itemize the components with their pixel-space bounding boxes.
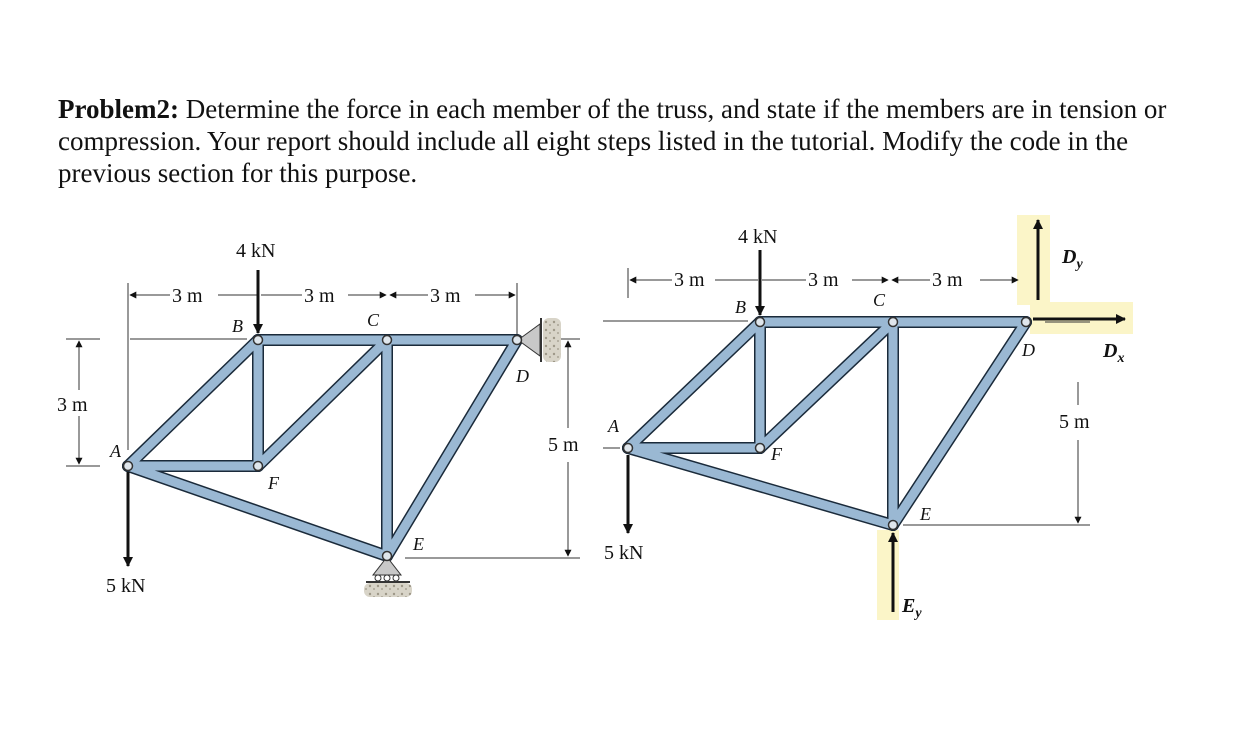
left-label-span-2: 3 m: [304, 285, 335, 307]
right-joint-label-F: F: [771, 444, 782, 464]
reaction-label-Dx: $D_x$: [1103, 340, 1125, 366]
right-joint-label-A: A: [608, 416, 619, 436]
left-dimensions: [66, 283, 580, 558]
highlight-Ey: [877, 530, 899, 620]
problem-text: Determine the force in each member of the truss, and state if the members are in tension or compression. Your report should include all eight steps listed in the tutorial. Modify the code in the previous section for this purpose.: [58, 94, 1167, 188]
right-label-height-right: 5 m: [1059, 411, 1090, 433]
left-joint-label-F: F: [268, 473, 279, 493]
left-truss: [57, 240, 580, 597]
problem-label: Problem2:: [58, 94, 179, 124]
left-joint-label-D: D: [516, 366, 529, 386]
left-joint-label-E: E: [413, 534, 424, 554]
right-joint-label-E: E: [920, 504, 931, 524]
right-joint-label-B: B: [735, 297, 746, 317]
right-label-load-A: 5 kN: [604, 542, 644, 564]
left-joint-pins: [124, 336, 522, 561]
left-label-load-B: 4 kN: [236, 240, 276, 262]
left-members: [128, 340, 517, 556]
left-roller-support-E: [364, 557, 412, 597]
right-members: [628, 322, 1026, 525]
left-label-span-3: 3 m: [430, 285, 461, 307]
highlight-Dy: [1017, 215, 1050, 305]
left-joint-label-C: C: [367, 310, 380, 330]
left-pin-support-D: [518, 318, 561, 362]
reaction-label-Dy: $D_y$: [1062, 246, 1083, 272]
right-joint-pins: [624, 318, 1031, 530]
left-label-load-A: 5 kN: [106, 575, 146, 597]
left-joint-label-A: A: [110, 441, 121, 461]
left-joint-label-B: B: [232, 316, 243, 336]
right-joint-label-C: C: [873, 290, 886, 310]
left-label-height-right: 5 m: [548, 434, 579, 456]
right-label-span-2: 3 m: [808, 269, 839, 291]
left-label-height-left: 3 m: [57, 394, 88, 416]
right-label-span-3: 3 m: [932, 269, 963, 291]
left-label-span-1: 3 m: [172, 285, 203, 307]
right-label-span-1: 3 m: [674, 269, 705, 291]
right-truss: [603, 215, 1133, 621]
right-label-load-B: 4 kN: [738, 226, 778, 248]
reaction-label-Ey: $E_y$: [902, 595, 922, 621]
right-joint-label-D: D: [1022, 340, 1035, 360]
